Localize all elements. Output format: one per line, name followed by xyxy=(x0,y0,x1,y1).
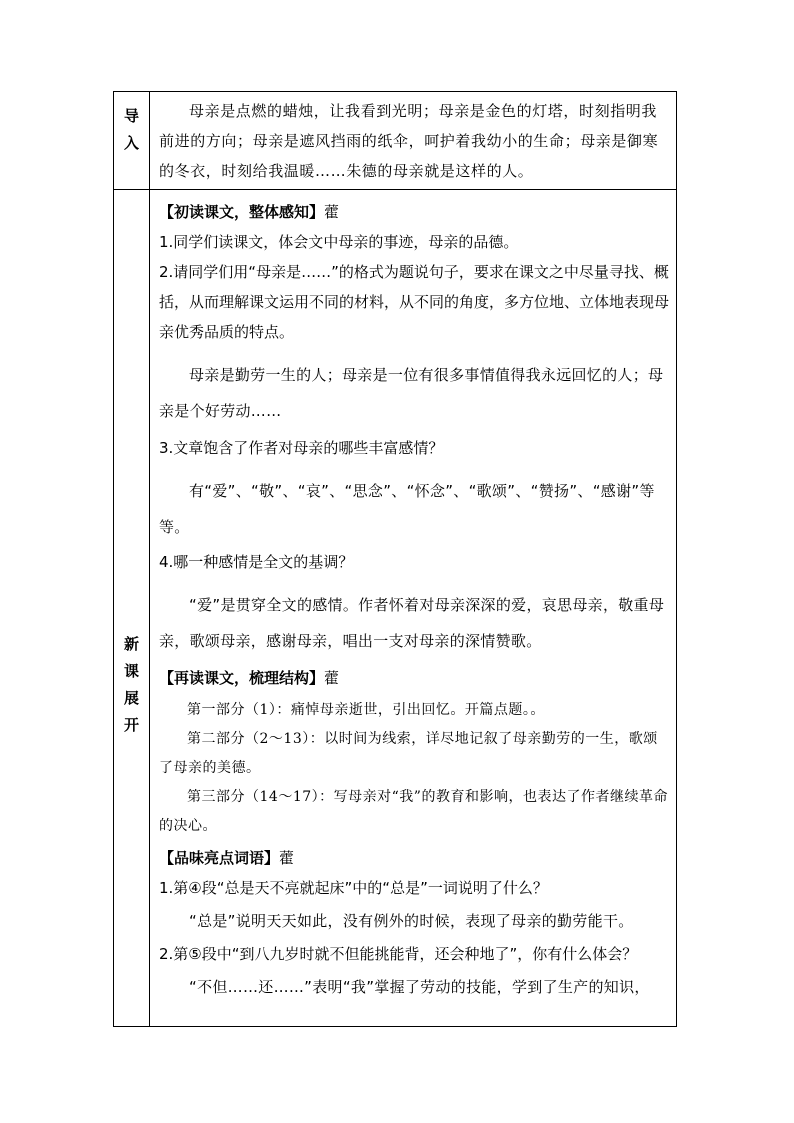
intro-label xyxy=(114,92,149,157)
word-question-1: 1.第④段“总是天不亮就起床”中的“总是”一词说明了什么？ xyxy=(159,879,548,897)
main-content-cell xyxy=(150,190,677,1027)
main-label-cell xyxy=(114,190,150,1027)
word-answer-1: “总是”说明天天如此，没有例外的时候，表现了母亲的勤劳能干。 xyxy=(189,912,634,930)
label-char: 入 xyxy=(123,134,139,152)
label-char: 展 xyxy=(123,689,139,707)
intro-text: 母亲是点燃的蜡烛，让我看到光明；母亲是金色的灯塔，时刻指明我前进的方向；母亲是遮风挡雨的纸伞，呵护着我幼小的生命；母亲是御寒的冬衣，时刻给我温暖……朱德的母亲就是这样的人。 xyxy=(159,102,659,180)
label-char: 开 xyxy=(123,716,139,734)
label-char: 新 xyxy=(123,635,139,653)
label-char: 导 xyxy=(123,107,139,125)
section-heading-word-study: 【品味亮点词语】藿 xyxy=(159,849,295,867)
word-question-2: 2.第⑤段中“到八九岁时就不但能挑能背，还会种地了”，你有什么体会？ xyxy=(159,945,638,963)
word-answer-2: “不但……还……”表明“我”掌握了劳动的技能，学到了生产的知识， xyxy=(189,978,650,996)
question-2: 2.请同学们用“母亲是……”的格式为题说句子，要求在课文之中尽量寻找、概括，从而理解课文运用不同的材料，从不同的角度，多方位地、立体地表现母亲优秀品质的特点。 xyxy=(159,263,670,341)
answer-4: “爱”是贯穿全文的感情。作者怀着对母亲深深的爱，哀思母亲，敬重母亲，歌颂母亲，感谢母亲，唱出一支对母亲的深情赞歌。 xyxy=(159,596,665,650)
question-3: 3.文章饱含了作者对母亲的哪些丰富感情？ xyxy=(159,439,444,457)
structure-part-3: 第三部分（14～17）：写母亲对“我”的教育和影响，也表达了作者继续革命的决心。 xyxy=(159,789,668,834)
main-row xyxy=(114,190,677,1027)
section-tag: 藿 xyxy=(324,203,340,221)
answer-2: 母亲是勤劳一生的人；母亲是一位有很多事情值得我永远回忆的人；母亲是个好劳动…… xyxy=(159,366,664,420)
section-tag: 藿 xyxy=(279,849,295,867)
structure-part-1: 第一部分（1）：痛悼母亲逝世，引出回忆。开篇点题。。 xyxy=(187,702,545,718)
section-heading-first-reading: 【初读课文，整体感知】藿 xyxy=(159,203,340,221)
intro-row xyxy=(114,92,677,190)
label-char: 课 xyxy=(123,662,139,680)
intro-label-cell xyxy=(114,92,150,190)
question-1: 1.同学们读课文，体会文中母亲的事迹，母亲的品德。 xyxy=(159,233,519,251)
main-label xyxy=(114,190,149,739)
lesson-plan-table xyxy=(113,91,677,1027)
structure-part-2: 第二部分（2～13）：以时间为线索，详尽地记叙了母亲勤劳的一生，歌颂了母亲的美德。 xyxy=(159,731,658,776)
section-tag: 藿 xyxy=(324,669,340,687)
section-heading-structure: 【再读课文，梳理结构】藿 xyxy=(159,669,340,687)
intro-content-cell xyxy=(150,92,677,190)
answer-3: 有“爱”、“敬”、“哀”、“思念”、“怀念”、“歌颂”、“赞扬”、“感谢”等等。 xyxy=(159,482,655,536)
question-4: 4.哪一种感情是全文的基调？ xyxy=(159,553,354,571)
